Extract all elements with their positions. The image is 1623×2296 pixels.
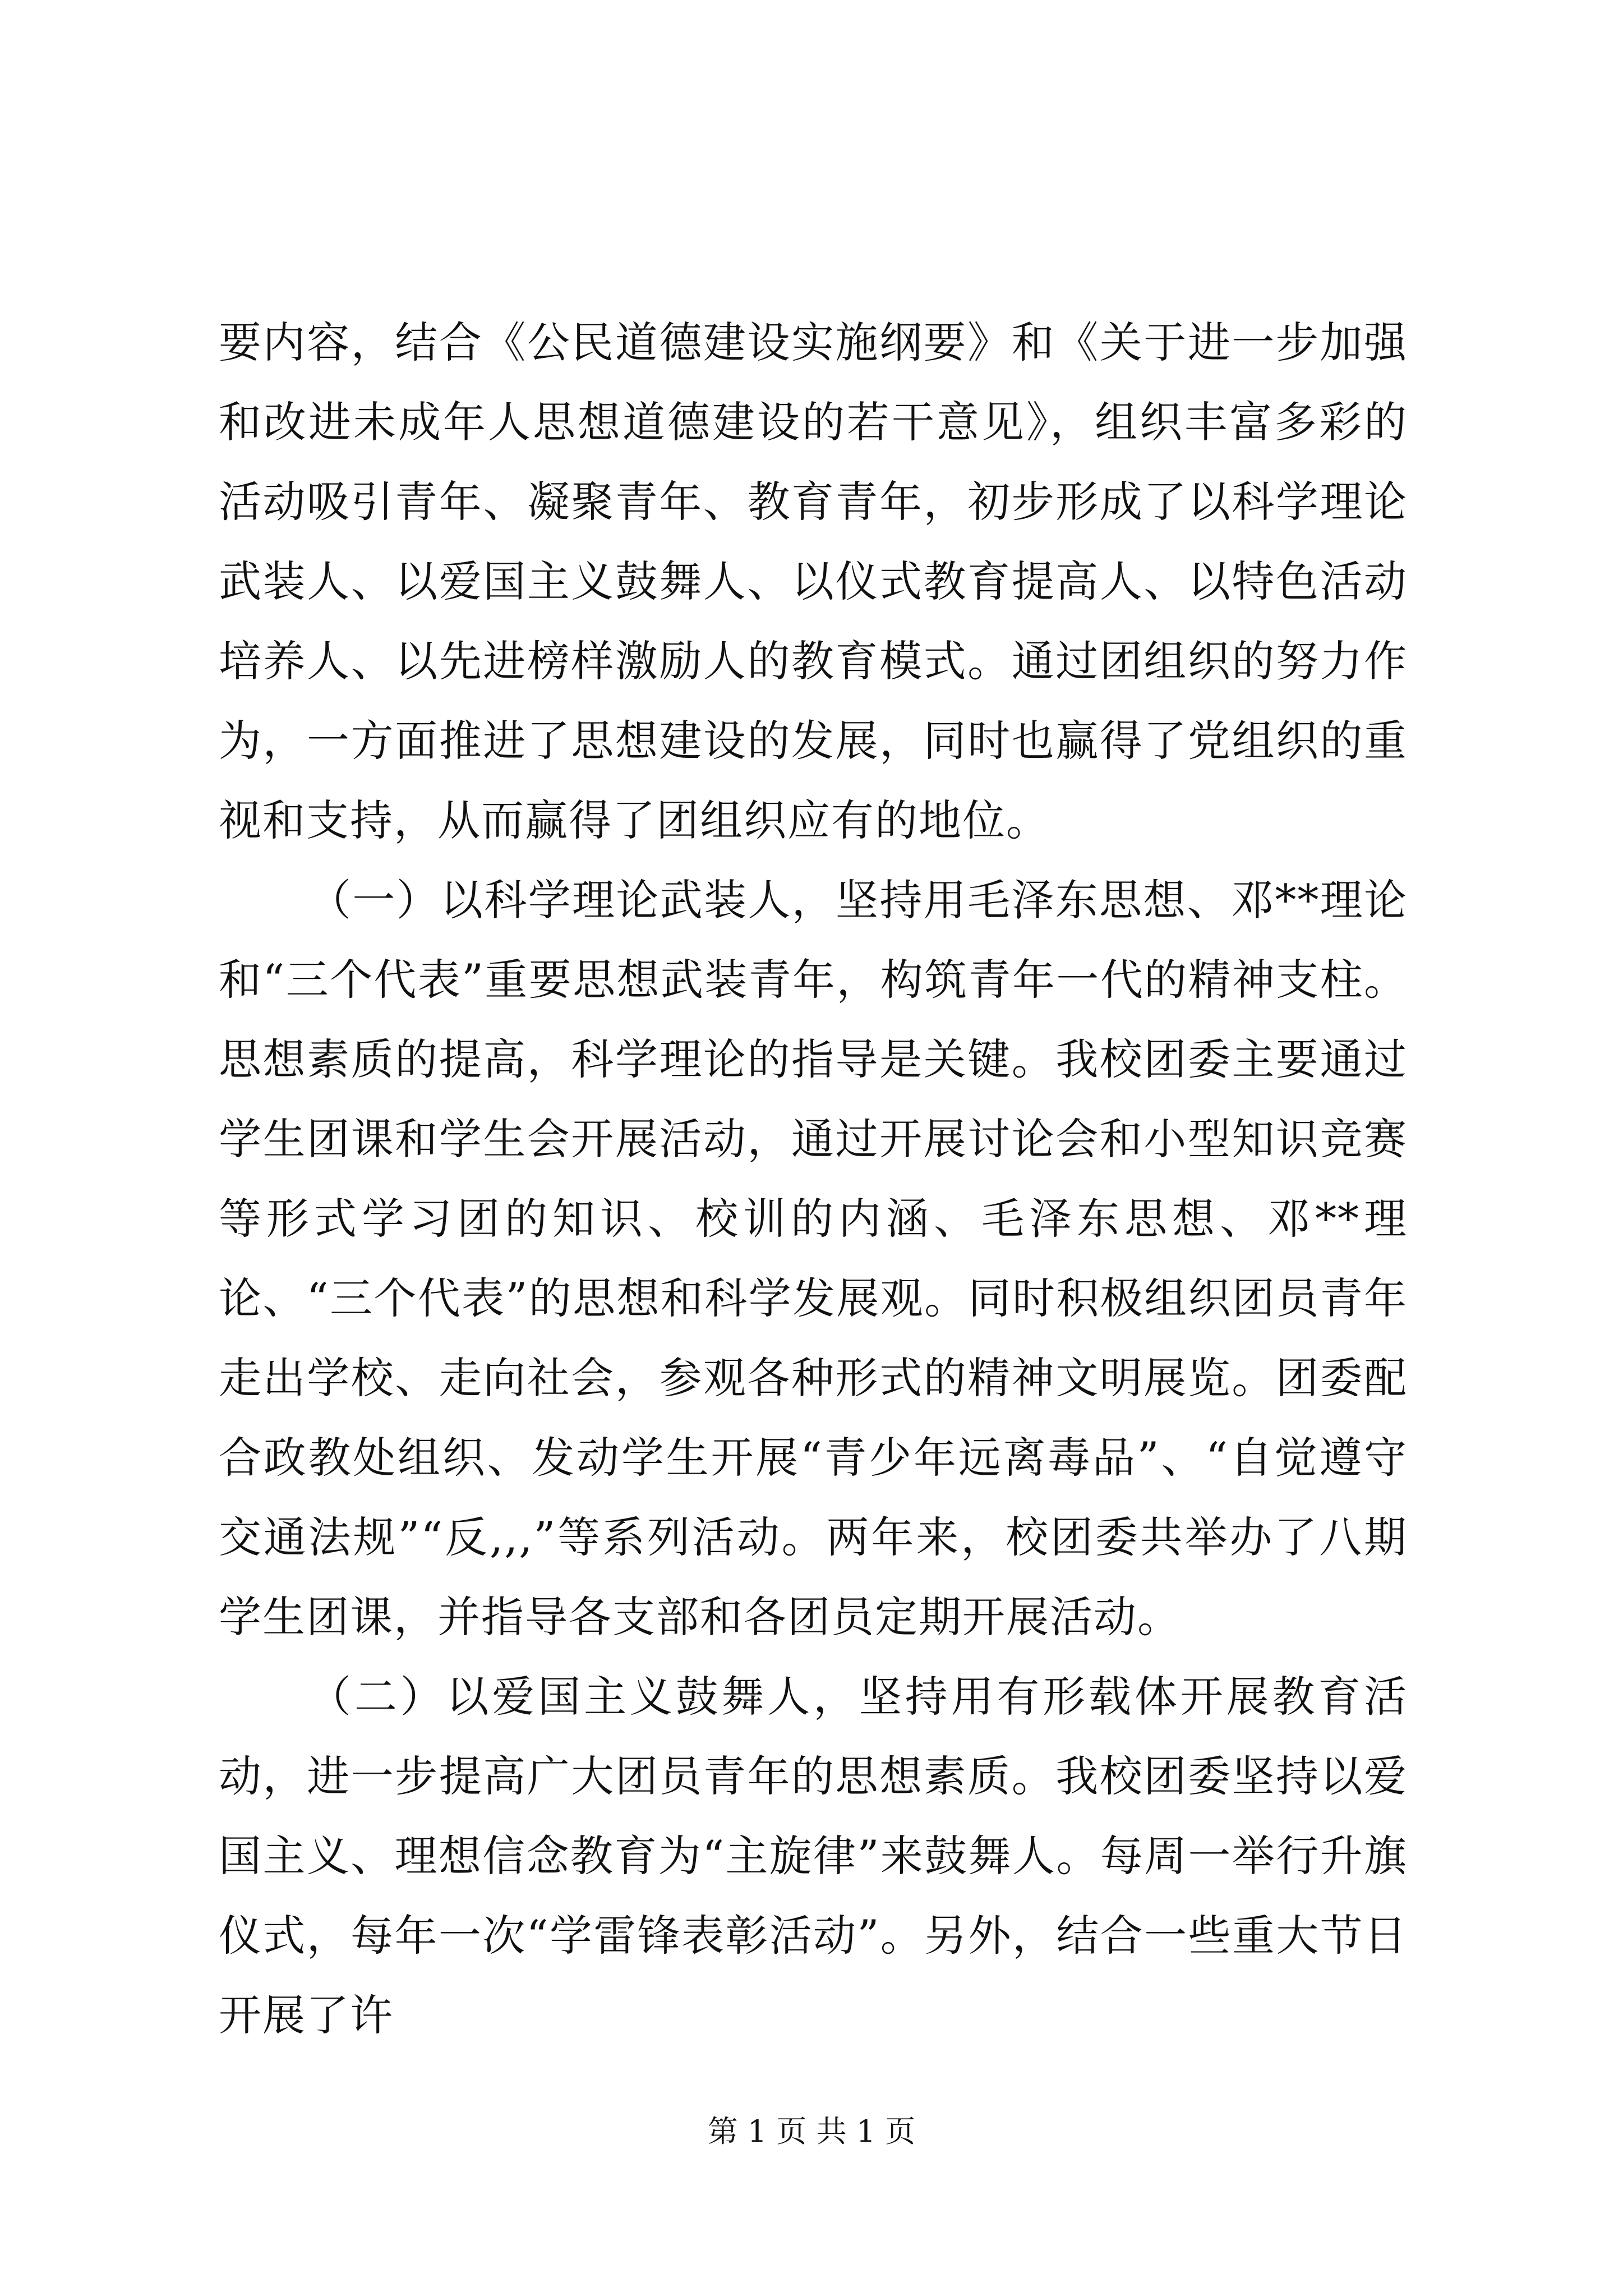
paragraph-section-two: （二）以爱国主义鼓舞人，坚持用有形载体开展教育活动，进一步提高广大团员青年的思想素质。我校团委坚持以爱国主义、理想信念教育为“主旋律”来鼓舞人。每周一举行升旗仪式，每年一次“学雷锋表彰活动”。另外，结合一些重大节日开展了许 [219, 1672, 1408, 2040]
page-number-footer: 第 1 页 共 1 页 [707, 2114, 916, 2149]
paragraph-intro-continued: 要内容，结合《公民道德建设实施纲要》和《关于进一步加强和改进未成年人思想道德建设的若干意见》，组织丰富多彩的活动吸引青年、凝聚青年、教育青年，初步形成了以科学理论武装人、以爱国主义鼓舞人、以仪式教育提高人、以特色活动培养人、以先进榜样激励人的教育模式。通过团组织的努力作为，一方面推进了思想建设的发展，同时也赢得了党组织的重视和支持，从而赢得了团组织应有的地位。 [219, 318, 1408, 845]
document-body [219, 303, 1408, 2055]
paragraph-section-one: （一）以科学理论武装人，坚持用毛泽东思想、邓**理论和“三个代表”重要思想武装青年，构筑青年一代的精神支柱。思想素质的提高，科学理论的指导是关键。我校团委主要通过学生团课和学生会开展活动，通过开展讨论会和小型知识竞赛等形式学习团的知识、校训的内涵、毛泽东思想、邓**理论、“三个代表”的思想和科学发展观。同时积极组织团员青年走出学校、走向社会，参观各种形式的精神文明展览。团委配合政教处组织、发动学生开展“青少年远离毒品”、“自觉遵守交通法规”“反,,,”等系列活动。两年来，校团委共举办了八期学生团课，并指导各支部和各团员定期开展活动。 [219, 875, 1408, 1642]
